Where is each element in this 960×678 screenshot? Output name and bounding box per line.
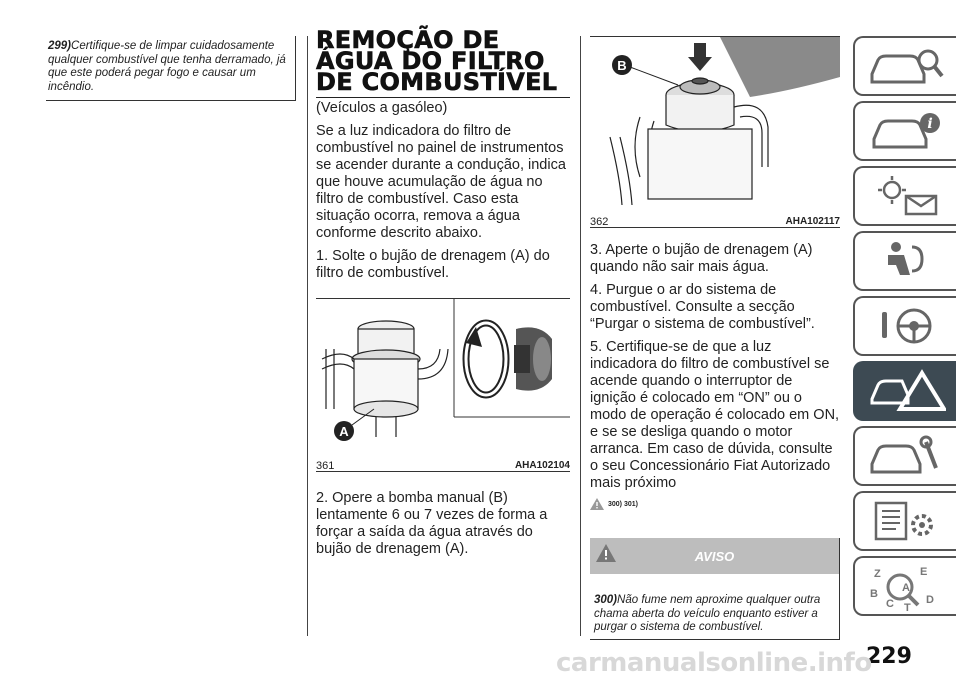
reference-numbers: 300) 301) — [608, 500, 638, 508]
svg-text:A: A — [339, 424, 349, 439]
figure-362-caption — [590, 210, 840, 228]
tab-maintenance[interactable] — [853, 426, 956, 486]
press-down-arrow-icon — [688, 43, 712, 71]
page-number: 229 — [866, 644, 912, 669]
car-service-wrench-icon — [866, 434, 946, 478]
fuel-filter-drain-illustration — [316, 299, 570, 449]
warning-lights-mail-icon — [866, 174, 946, 218]
step-1: 1. Solte o bujão de drenagem (A) do filtro de combustível. — [316, 248, 550, 281]
svg-text:C: C — [885, 598, 894, 610]
tab-starting-driving[interactable] — [853, 296, 956, 356]
section-subtitle: (Veículos a gasóleo) — [316, 100, 448, 116]
column-divider-left — [307, 36, 308, 636]
warning-note-299 — [46, 36, 296, 101]
rotation-arrow-icon — [466, 323, 506, 395]
tab-warning-lights[interactable] — [853, 166, 956, 226]
car-search-icon — [866, 44, 946, 88]
warning-text: Certifique-se de limpar cuidadosamente qualquer combustível que tenha derramado, já que este poderá pegar fogo e causar um incêndio. — [48, 40, 286, 93]
aviso-number: 300) — [594, 594, 618, 606]
tab-safety[interactable] — [853, 231, 956, 291]
tab-technical-data[interactable] — [853, 491, 956, 551]
svg-text:A: A — [901, 582, 910, 594]
fuel-filter-body — [322, 321, 448, 437]
figure-code: AHA102117 — [785, 216, 840, 227]
figure-361-caption — [316, 454, 570, 472]
step-5: 5. Certifique-se de que a luz indicadora do filtro de combustível se acende quando o interruptor de ignição é colocado em “ON” ou o modo de operação é colocado em ON, e se se desliga quando o motor arranca. Em caso de dúvida, consulte o seu Concessionário Fiat Autorizado mais próximo — [590, 339, 840, 491]
svg-text:i: i — [926, 116, 933, 132]
step-4: 4. Purgue o ar do sistema de combustível. Consulte a secção “Purgar o sistema de combustível”. — [590, 282, 815, 332]
tab-car-info[interactable] — [853, 101, 956, 161]
figure-361 — [316, 298, 570, 472]
specifications-gear-icon — [866, 499, 946, 543]
intro-paragraph: Se a luz indicadora do filtro de combustível no painel de instrumentos se acender durante a condução, indica que houve acumulação de água no filtro de combustível. Caso esta situação ocorra, remova a água conforme descrito abaixo. — [316, 123, 566, 241]
tab-emergency[interactable] — [853, 361, 956, 421]
aviso-body: Não fume nem aproxime qualquer outra chama aberta do veículo enquanto estiver a purgar o sistema de combustível. — [594, 594, 821, 633]
aviso-warning-box — [590, 538, 840, 640]
car-breakdown-warning-icon — [866, 369, 946, 413]
step-2: 2. Opere a bomba manual (B) lentamente 6 ou 7 vezes de forma a forçar a saída da água através do bujão de drenagem (A). — [316, 490, 548, 557]
warning-references — [590, 498, 840, 510]
svg-text:E: E — [919, 566, 927, 578]
main-column — [316, 26, 570, 558]
section-title: REMOÇÃO DE ÁGUA DO FILTRO DE COMBUSTÍVEL — [316, 30, 570, 98]
svg-text:T: T — [903, 602, 911, 611]
tab-index[interactable] — [853, 556, 956, 616]
car-info-icon — [866, 109, 946, 153]
callout-b — [612, 55, 678, 85]
svg-text:B: B — [869, 588, 878, 600]
aviso-label: AVISO — [694, 548, 735, 564]
figure-number: 361 — [316, 460, 335, 472]
column-divider-right — [580, 36, 581, 636]
drain-plug-icon — [514, 327, 552, 390]
manual-pump-illustration — [590, 37, 840, 205]
figure-362 — [590, 36, 840, 228]
airbag-seat-icon — [866, 239, 946, 283]
warning-number: 299) — [48, 40, 72, 52]
figure-code: AHA102104 — [514, 460, 570, 471]
warning-triangle-icon — [596, 544, 616, 562]
right-column — [590, 36, 840, 640]
watermark: carmanualsonline.info — [556, 648, 872, 678]
aviso-text — [590, 574, 839, 639]
callout-a — [334, 409, 374, 441]
manual-pump-body — [610, 37, 840, 205]
steering-wheel-key-icon — [866, 304, 946, 348]
svg-text:Z: Z — [873, 568, 881, 580]
figure-number: 362 — [590, 216, 609, 228]
svg-text:D: D — [925, 594, 934, 606]
svg-text:B: B — [617, 58, 627, 73]
alphabet-index-search-icon — [866, 561, 946, 611]
warning-triangle-icon — [590, 498, 604, 510]
tab-car-search[interactable] — [853, 36, 956, 96]
aviso-header — [590, 538, 839, 574]
step-3: 3. Aperte o bujão de drenagem (A) quando não sair mais água. — [590, 242, 813, 275]
